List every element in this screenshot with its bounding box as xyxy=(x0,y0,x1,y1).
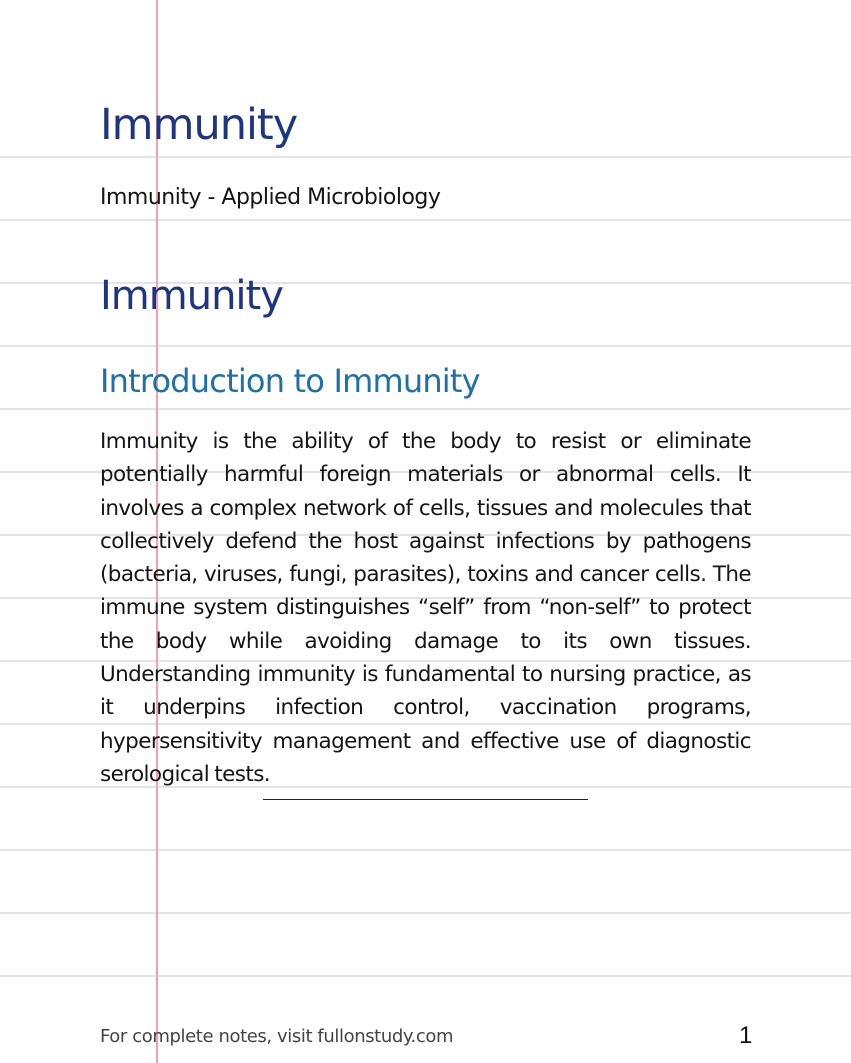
section-heading: Immunity xyxy=(100,273,283,319)
ruled-line xyxy=(0,849,851,851)
footer-note: For complete notes, visit fullonstudy.com xyxy=(100,1026,454,1047)
document-title: Immunity xyxy=(100,100,298,150)
ruled-line xyxy=(0,408,851,410)
ruled-line xyxy=(0,912,851,914)
page-number: 1 xyxy=(739,1022,753,1049)
ruled-line xyxy=(0,156,851,158)
ruled-line xyxy=(0,345,851,347)
ruled-line xyxy=(0,219,851,221)
subsection-heading: Introduction to Immunity xyxy=(100,362,480,400)
body-paragraph: Immunity is the ability of the body to resist or eliminate potentially harmful foreign materials or abnormal cells. It involves a complex network of cells, tissues and molecules that collectively defend the host against infections by pathogens (bacteria, viruses, fungi, parasites), toxins and cancer cells. The immune system distinguishes “self” from “non-self” to protect the body while avoiding damage to its own tissues. Understanding immunity is fundamental to nursing practice, as it underpins infection control, vaccination programs, hypersensitivity management and effective use of diagnostic serological tests. xyxy=(100,429,751,787)
section-divider xyxy=(263,799,588,800)
document-subtitle: Immunity - Applied Microbiology xyxy=(100,185,441,210)
ruled-line xyxy=(0,975,851,977)
